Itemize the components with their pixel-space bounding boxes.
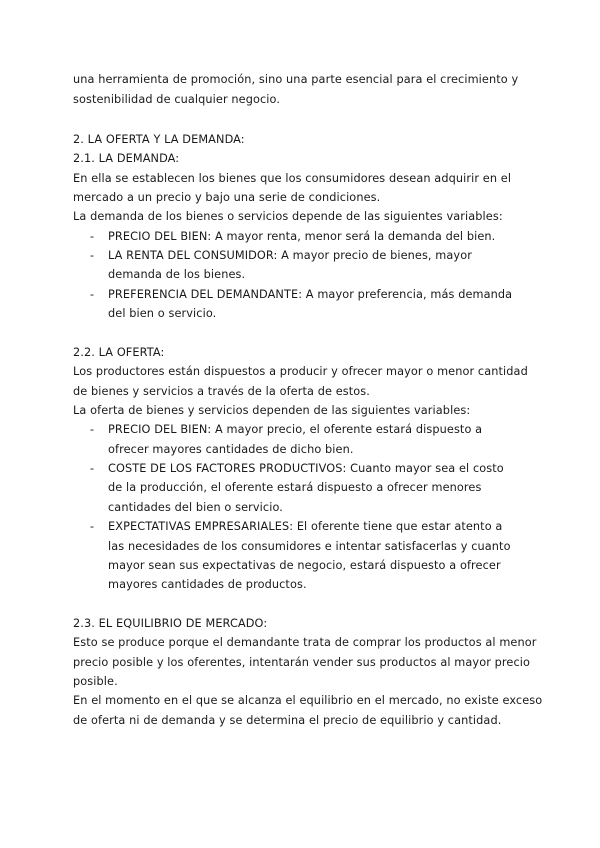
bullet-dash: - (90, 462, 95, 475)
demanda-para-line-1: En ella se establecen los bienes que los consumidores desean adquirir en el (73, 172, 512, 185)
oferta-para-line-1: Los productores están dispuestos a producir y ofrecer mayor o menor cantidad (73, 365, 528, 378)
demanda-bullet-3-line-1: PREFERENCIA DEL DEMANDANTE: A mayor preferencia, más demanda (108, 288, 513, 301)
demanda-para-line-2: mercado a un precio y bajo una serie de condiciones. (73, 191, 381, 204)
oferta-bullet-1-line-1: PRECIO DEL BIEN: A mayor precio, el oferente estará dispuesto a (108, 423, 483, 436)
bullet-dash: - (90, 230, 95, 243)
equilibrio-para1-line-1: Esto se produce porque el demandante trata de comprar los productos al menor (73, 636, 537, 649)
bullet-dash: - (90, 423, 95, 436)
oferta-bullet-2-line-1: COSTE DE LOS FACTORES PRODUCTIVOS: Cuanto mayor sea el costo (108, 462, 504, 475)
oferta-para-line-2: de bienes y servicios a través de la oferta de estos. (73, 385, 370, 398)
demanda-bullet-3-line-2: del bien o servicio. (108, 307, 217, 320)
equilibrio-para1-line-3: posible. (73, 675, 118, 688)
equilibrio-para2-line-1: En el momento en el que se alcanza el equilibrio en el mercado, no existe exceso (73, 694, 543, 707)
oferta-bullet-3-line-3: mayor sean sus expectativas de negocio, estará dispuesto a ofrecer (108, 559, 501, 572)
subsection-heading-oferta: 2.2. LA OFERTA: (73, 346, 165, 359)
bullet-dash: - (90, 288, 95, 301)
bullet-dash: - (90, 520, 95, 533)
demanda-variables-intro: La demanda de los bienes o servicios depende de las siguientes variables: (73, 210, 503, 223)
equilibrio-para2-line-2: de oferta ni de demanda y se determina el precio de equilibrio y cantidad. (73, 714, 502, 727)
oferta-bullet-3-line-1: EXPECTATIVAS EMPRESARIALES: El oferente tiene que estar atento a (108, 520, 503, 533)
section-heading: 2. LA OFERTA Y LA DEMANDA: (73, 133, 245, 146)
demanda-bullet-2-line-1: LA RENTA DEL CONSUMIDOR: A mayor precio de bienes, mayor (108, 249, 472, 262)
subsection-heading-equilibrio: 2.3. EL EQUILIBRIO DE MERCADO: (73, 617, 268, 630)
oferta-variables-intro: La oferta de bienes y servicios dependen de las siguientes variables: (73, 404, 471, 417)
demanda-bullet-2-line-2: demanda de los bienes. (108, 268, 246, 281)
intro-line-2: sostenibilidad de cualquier negocio. (73, 93, 281, 106)
oferta-bullet-2-line-2: de la producción, el oferente estará dispuesto a ofrecer menores (108, 481, 482, 494)
oferta-bullet-3-line-2: las necesidades de los consumidores e intentar satisfacerlas y cuanto (108, 540, 511, 553)
oferta-bullet-1-line-2: ofrecer mayores cantidades de dicho bien. (108, 443, 354, 456)
oferta-bullet-2-line-3: cantidades del bien o servicio. (108, 501, 283, 514)
oferta-bullet-3-line-4: mayores cantidades de productos. (108, 578, 307, 591)
demanda-bullet-1-line-1: PRECIO DEL BIEN: A mayor renta, menor será la demanda del bien. (108, 230, 496, 243)
subsection-heading-demanda: 2.1. LA DEMANDA: (73, 152, 180, 165)
bullet-dash: - (90, 249, 95, 262)
equilibrio-para1-line-2: precio posible y los oferentes, intentarán vender sus productos al mayor precio (73, 656, 531, 669)
intro-line-1: una herramienta de promoción, sino una parte esencial para el crecimiento y (73, 73, 519, 86)
